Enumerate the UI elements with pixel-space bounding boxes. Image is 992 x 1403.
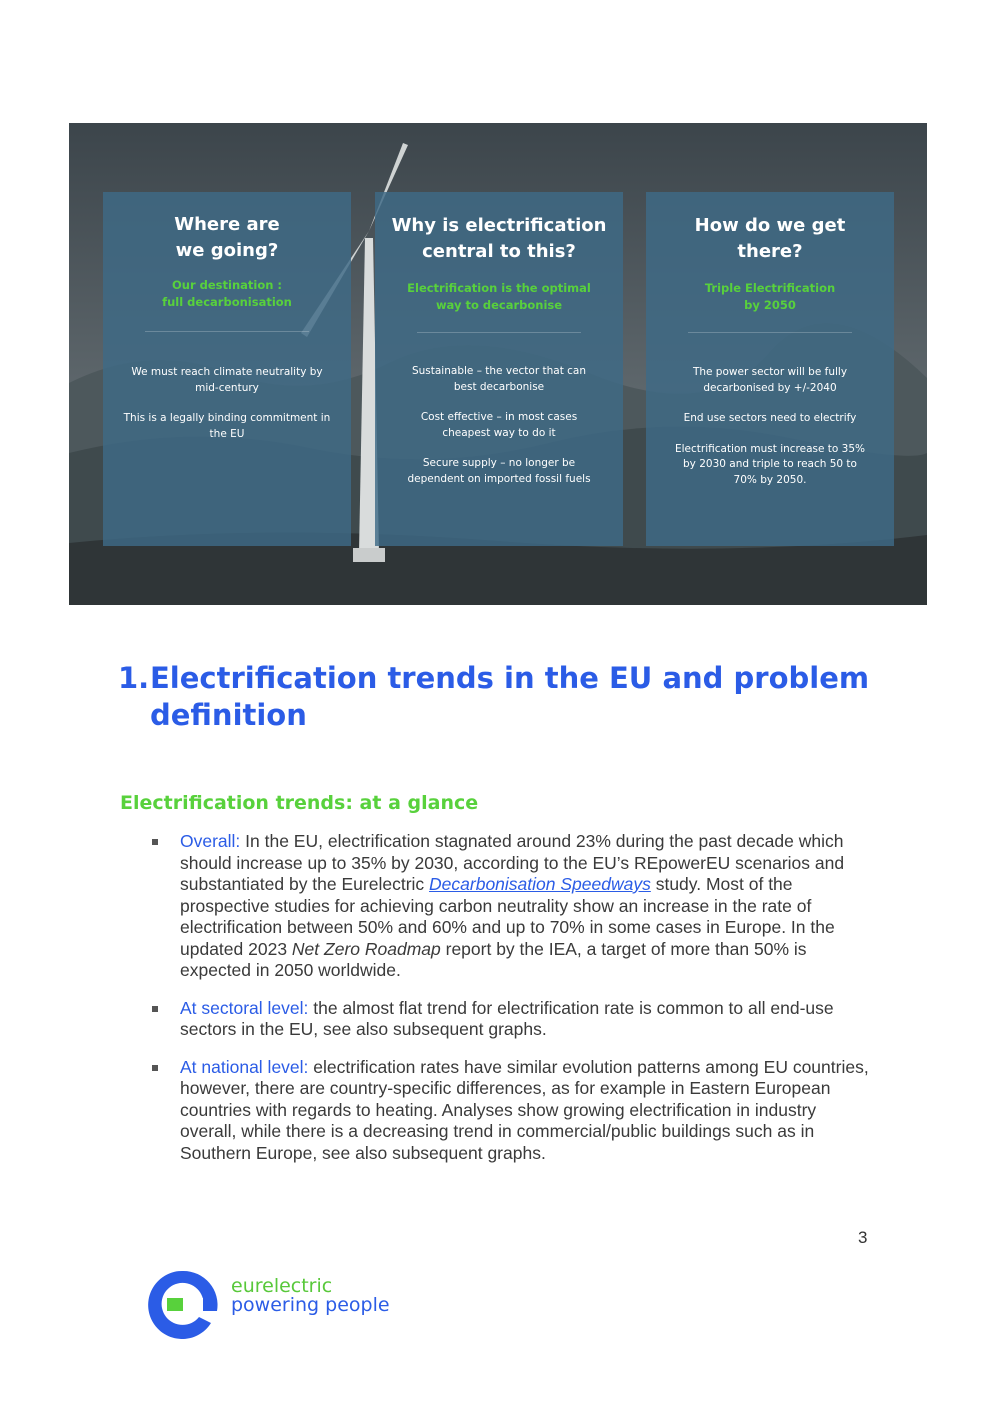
card-title-line: Why is electrification <box>391 215 607 236</box>
card-subtitle <box>113 277 341 311</box>
bullet-text: electrification rates have similar evolution patterns among EU countries, however, there are country-specific differences, as for example in Eastern European countries with regards to heating. Analyses show growing electrification in industry overall, while there is a decreasing trend in commercial/public buildings such as in Southern Europe, see also subsequent graphs. <box>180 1056 869 1163</box>
card-body-paragraph: This is a legally binding commitment in the EU <box>123 412 331 440</box>
eurelectric-logo <box>145 1265 445 1345</box>
card-subtitle <box>656 280 884 314</box>
card-body-paragraph: We must reach climate neutrality by mid-century <box>131 366 323 394</box>
report-title: Net Zero Roadmap <box>291 938 441 959</box>
divider <box>417 332 581 333</box>
bullet-lead: At sectoral level: <box>180 997 309 1018</box>
card-subtitle-line: by 2050 <box>744 298 796 312</box>
card-body <box>399 364 599 502</box>
card-title-line: How do we get <box>694 215 846 236</box>
bullet-text: report by the IEA, a target of more than 50% is expected in 2050 worldwide. <box>180 938 807 980</box>
bullet-lead: At national level: <box>180 1056 309 1077</box>
list-item <box>150 1057 870 1165</box>
card-how-to-get-there <box>646 192 894 546</box>
card-title-line: we going? <box>175 240 279 261</box>
divider <box>688 332 852 333</box>
square-bullet-icon <box>152 1006 158 1012</box>
square-bullet-icon <box>152 839 158 845</box>
card-body-paragraph: Electrification must increase to 35% by 2030 and triple to reach 50 to 70% by 2050. <box>674 442 866 486</box>
square-bullet-icon <box>152 1065 158 1071</box>
card-body <box>672 365 868 503</box>
page-number: 3 <box>858 1228 868 1247</box>
hero-banner <box>69 123 927 605</box>
list-item <box>150 831 870 982</box>
logo-tagline: powering people <box>231 1294 390 1316</box>
card-subtitle-line: Our destination : <box>171 278 283 292</box>
section-title: Electrification trends in the EU and problem definition <box>150 661 870 732</box>
card-destination <box>103 192 351 546</box>
section-heading <box>118 660 878 734</box>
card-subtitle-line: full decarbonisation <box>162 295 292 309</box>
logo-name: eurelectric <box>231 1275 333 1297</box>
eurelectric-e-icon <box>145 1267 221 1343</box>
card-body-paragraph: The power sector will be fully decarbonised by +/-2040 <box>692 366 848 394</box>
card-body-paragraph: Cost effective – in most cases cheapest way to do it <box>420 411 578 439</box>
card-title-line: there? <box>737 241 803 262</box>
card-body-paragraph: Secure supply – no longer be dependent on imported fossil fuels <box>407 457 591 485</box>
card-body <box>121 365 333 457</box>
card-subtitle <box>385 280 613 314</box>
card-title <box>656 213 884 265</box>
card-title-line: Where are <box>174 214 280 235</box>
divider <box>145 331 309 332</box>
bullet-text: In the EU, electrification stagnated around 23% during the past decade which should increase up to 35% by 2030, according to the EU’s REpowerEU scenarios and substantiated by the Eurelectric <box>180 831 845 894</box>
subsection-heading: Electrification trends: at a glance <box>120 792 479 814</box>
list-item <box>150 998 870 1041</box>
card-body-paragraph: Sustainable – the vector that can best decarbonise <box>411 365 587 393</box>
card-subtitle-line: Triple Electrification <box>704 281 836 295</box>
bullet-text: study. Most of the prospective studies for achieving carbon neutrality show an increase in the rate of electrification between 50% and 60% and up to 70% in some cases in Europe. In the updated 2023 <box>180 874 835 959</box>
card-title-line: central to this? <box>422 241 576 262</box>
bullet-lead: Overall: <box>180 831 241 851</box>
decarbonisation-speedways-link[interactable]: Decarbonisation Speedways <box>429 874 651 894</box>
card-title <box>113 212 341 264</box>
card-subtitle-line: Electrification is the optimal <box>407 281 591 295</box>
card-body-paragraph: End use sectors need to electrify <box>683 412 857 424</box>
bullet-text: the almost flat trend for electrification rate is common to all end-use sectors in the EU, see also subsequent graphs. <box>180 997 834 1039</box>
bullet-list <box>150 831 870 1180</box>
card-title <box>385 213 613 265</box>
card-why-electrification <box>375 192 623 546</box>
section-number: 1. <box>118 661 150 695</box>
card-subtitle-line: way to decarbonise <box>435 298 563 312</box>
